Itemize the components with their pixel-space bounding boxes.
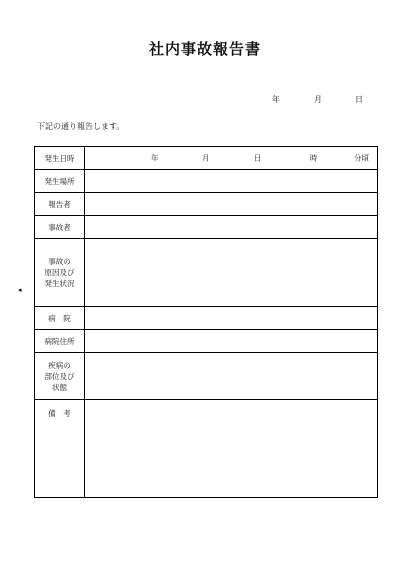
row-hospital [35,307,378,330]
unit-minute: 分頃 [354,153,369,163]
unit-month: 月 [202,153,210,163]
row-reporter [35,193,378,216]
field-injured-person[interactable] [85,216,378,239]
label-injured-person: 事故者 [35,216,85,239]
field-hospital[interactable] [85,307,378,330]
date-day-marker: 日 [355,95,363,104]
date-month-marker: 月 [314,95,322,104]
field-hospital-address[interactable] [85,330,378,353]
label-injury-state: 疾病の 部位及び 状態 [35,353,85,400]
intro-text: 下記の通り報告します。 [37,122,125,131]
label-hospital: 病 院 [35,307,85,330]
row-location [35,170,378,193]
row-hospital-address [35,330,378,353]
row-injured-person [35,216,378,239]
unit-day: 日 [254,153,262,163]
label-hospital-address: 病院住所 [35,330,85,353]
field-location[interactable] [85,170,378,193]
row-remarks [35,400,378,498]
row-injury-state [35,353,378,400]
page-title: 社内事故報告書 [148,40,261,58]
field-occurrence-datetime[interactable] [85,147,378,170]
label-location: 発生場所 [35,170,85,193]
label-reporter: 報告者 [35,193,85,216]
field-cause[interactable] [85,239,378,307]
left-arrow-icon: ◂ [18,286,22,294]
row-cause [35,239,378,307]
field-injury-state[interactable] [85,353,378,400]
unit-year: 年 [151,153,159,163]
report-table [34,146,378,498]
label-cause: 事故の 原因及び 発生状況 [35,239,85,307]
label-occurrence-datetime: 発生日時 [35,147,85,170]
date-year-marker: 年 [272,95,280,104]
label-remarks: 備 考 [35,400,85,498]
field-reporter[interactable] [85,193,378,216]
field-remarks[interactable] [85,400,378,498]
row-occurrence-datetime [35,147,378,170]
unit-hour: 時 [310,153,318,163]
